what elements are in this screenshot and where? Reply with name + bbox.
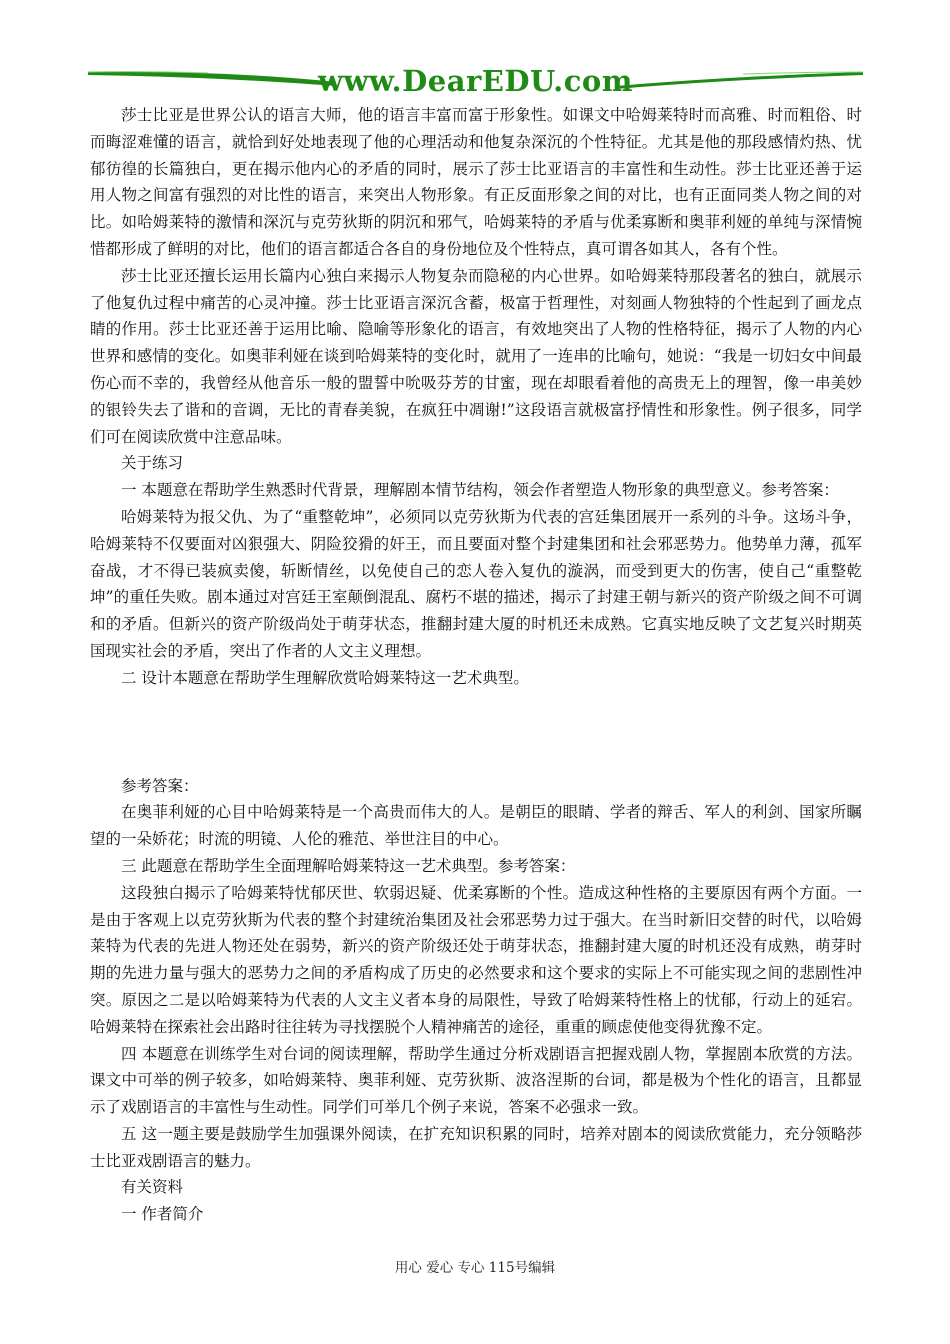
paragraph: 三 此题意在帮助学生全面理解哈姆莱特这一艺术典型。参考答案： bbox=[121, 856, 576, 875]
section-heading: 有关资料 bbox=[121, 1178, 184, 1197]
paragraph: 五 这一题主要是鼓励学生加强课外阅读，在扩充知识积累的同时，培养对剧本的阅读欣赏能力，充分领略莎士比亚戏剧语言的魅力。 bbox=[90, 1124, 862, 1170]
section-heading: 一 作者简介 bbox=[121, 1205, 204, 1224]
paragraph: 二 设计本题意在帮助学生理解欣赏哈姆莱特这一艺术典型。 bbox=[121, 668, 529, 687]
site-logo[interactable]: www.DearEDU.com bbox=[318, 64, 633, 98]
paragraph: 参考答案： bbox=[121, 776, 199, 795]
paragraph: 这段独白揭示了哈姆莱特忧郁厌世、软弱迟疑、优柔寡断的个性。造成这种性格的主要原因有两个方面。一是由于客观上以克劳狄斯为代表的整个封建统治集团及社会邪恶势力过于强大。在当时新旧交替的时代，以哈姆莱特为代表的先进人物还处在弱势，新兴的资产阶级还处于萌芽状态，推翻封建大厦的时机还没有成熟，萌芽时期的先进力量与强大的恶势力之间的矛盾构成了历史的必然要求和这个要求的实际上不可能实现之间的悲剧性冲突。原因之二是以哈姆莱特为代表的人文主义者本身的局限性，导致了哈姆莱特性格上的忧郁，行动上的延宕。哈姆莱特在探索社会出路时往往转为寻找摆脱个人精神痛苦的途径，重重的顾虑使他变得犹豫不定。 bbox=[90, 883, 862, 1036]
document-body bbox=[90, 102, 862, 1228]
paragraph: 一 本题意在帮助学生熟悉时代背景，理解剧本情节结构，领会作者塑造人物形象的典型意义。参考答案： bbox=[121, 481, 839, 500]
section-heading: 关于练习 bbox=[121, 454, 184, 473]
blank-gap bbox=[90, 692, 862, 773]
paragraph: 莎士比亚还擅长运用长篇内心独白来揭示人物复杂而隐秘的内心世界。如哈姆莱特那段著名的独白，就展示了他复仇过程中痛苦的心灵冲撞。莎士比亚语言深沉含蓄，极富于哲理性，对刻画人物独特的个性起到了画龙点睛的作用。莎士比亚还善于运用比喻、隐喻等形象化的语言，有效地突出了人物的性格特征，揭示了人物的内心世界和感情的变化。如奥菲利娅在谈到哈姆莱特的变化时，就用了一连串的比喻句，她说：“我是一切妇女中间最伤心而不幸的，我曾经从他音乐一般的盟誓中吮吸芬芳的甘蜜，现在却眼看着他的高贵无上的理智，像一串美妙的银铃失去了谐和的音调，无比的青春美貌，在疯狂中凋谢!”这段语言就极富抒情性和形象性。例子很多，同学们可在阅读欣赏中注意品味。 bbox=[90, 266, 862, 446]
page-footer: 用心 爱心 专心 115号编辑 bbox=[394, 1260, 556, 1276]
site-header bbox=[88, 58, 863, 98]
paragraph: 四 本题意在训练学生对台词的阅读理解，帮助学生通过分析戏剧语言把握戏剧人物，掌握剧本欣赏的方法。课文中可举的例子较多，如哈姆莱特、奥菲利娅、克劳狄斯、波洛涅斯的台词，都是极为个性化的语言，且都显示了戏剧语言的丰富性与生动性。同学们可举几个例子来说，答案不必强求一致。 bbox=[90, 1044, 862, 1117]
paragraph: 在奥菲利娅的心目中哈姆莱特是一个高贵而伟大的人。是朝臣的眼睛、学者的辩舌、军人的利剑、国家所瞩望的一朵娇花；时流的明镜、人伦的雅范、举世注目的中心。 bbox=[90, 803, 862, 849]
paragraph: 哈姆莱特为报父仇、为了“重整乾坤”，必须同以克劳狄斯为代表的宫廷集团展开一系列的斗争。这场斗争，哈姆莱特不仅要面对凶狠强大、阴险狡猾的奸王，而且要面对整个封建集团和社会邪恶势力。他势单力薄，孤军奋战，才不得已装疯卖傻，斩断情丝，以免使自己的恋人卷入复仇的漩涡，而受到更大的伤害，使自己“重整乾坤”的重任失败。剧本通过对宫廷王室颠倒混乱、腐朽不堪的描述，揭示了封建王朝与新兴的资产阶级之间不可调和的矛盾。但新兴的资产阶级尚处于萌芽状态，推翻封建大厦的时机还未成熟。它真实地反映了文艺复兴时期英国现实社会的矛盾，突出了作者的人文主义理想。 bbox=[90, 507, 862, 660]
paragraph: 莎士比亚是世界公认的语言大师，他的语言丰富而富于形象性。如课文中哈姆莱特时而高雅、时而粗俗、时而晦涩难懂的语言，就恰到好处地表现了他的心理活动和他复杂深沉的个性特征。尤其是他的那段感情灼热、忧郁彷徨的长篇独白，更在揭示他内心的矛盾的同时，展示了莎士比亚语言的丰富性和生动性。莎士比亚还善于运用人物之间富有强烈的对比性的语言，来突出人物形象。有正反面形象之间的对比，也有正面同类人物之间的对比。如哈姆莱特的激情和深沉与克劳狄斯的阴沉和邪气，哈姆莱特的矛盾与优柔寡断和奥菲利娅的单纯与深情惋惜都形成了鲜明的对比，他们的语言都适合各自的身份地位及个性特点，真可谓各如其人，各有个性。 bbox=[90, 106, 862, 258]
